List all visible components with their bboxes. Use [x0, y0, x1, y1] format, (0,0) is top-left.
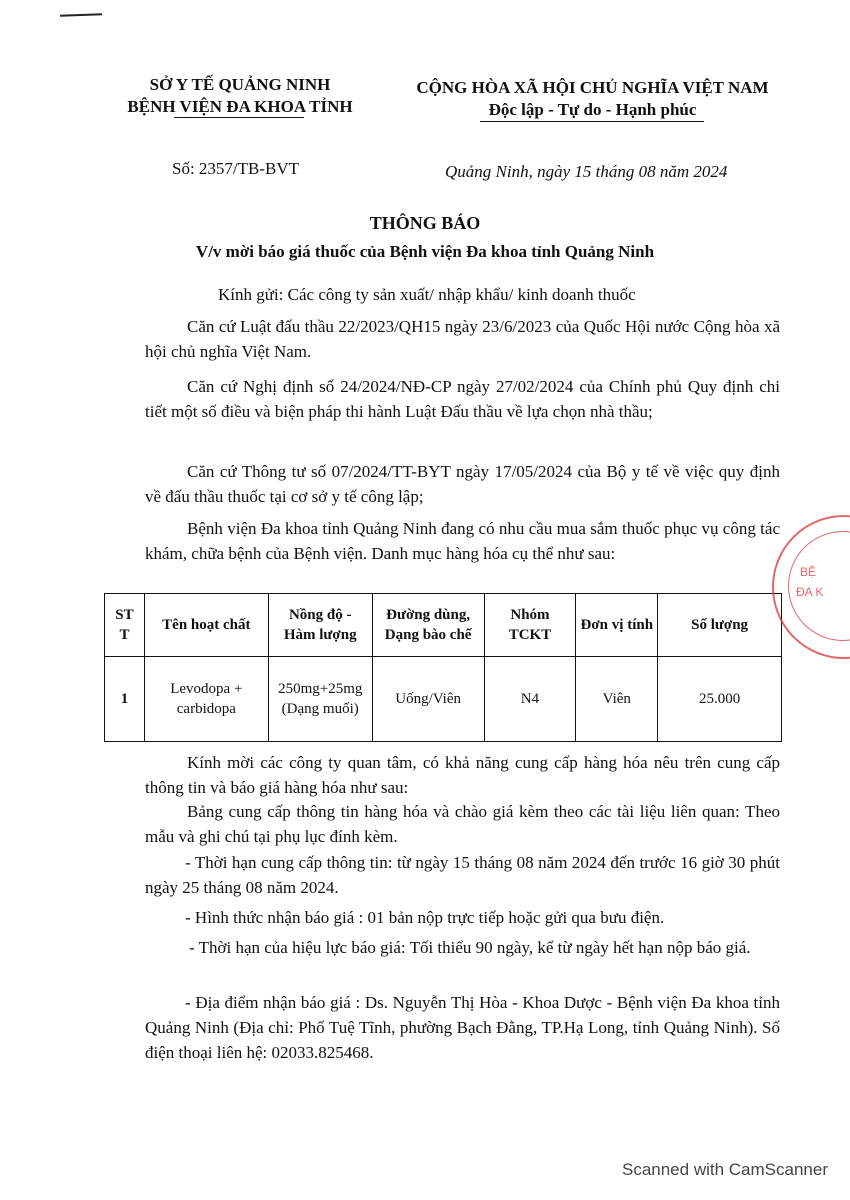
header-left	[100, 74, 380, 118]
paragraph-validity: - Thời hạn của hiệu lực báo giá: Tối thiểu 90 ngày, kể từ ngày hết hạn nộp báo giá.	[189, 938, 751, 957]
paragraph-method: - Hình thức nhận báo giá : 01 bản nộp trực tiếp hoặc gửi qua bưu điện.	[185, 908, 665, 927]
paragraph-decree: Căn cứ Nghị định số 24/2024/NĐ-CP ngày 27/02/2024 của Chính phủ Quy định chi tiết một số điều và biện pháp thi hành Luật Đấu thầu về lựa chọn nhà thầu;	[145, 377, 780, 421]
table-row	[105, 657, 782, 742]
cell-stt: 1	[105, 657, 145, 742]
document-title: THÔNG BÁO	[369, 213, 481, 233]
header-stt: ST T	[105, 594, 145, 657]
document-number: Số: 2357/TB-BVT	[172, 159, 300, 178]
seal-text-2: ĐA K	[796, 585, 824, 599]
cell-group: N4	[484, 657, 576, 742]
document-subtitle: V/v mời báo giá thuốc của Bệnh viện Đa khoa tỉnh Quảng Ninh	[195, 242, 655, 261]
document-date: Quảng Ninh, ngày 15 tháng 08 năm 2024	[445, 162, 728, 181]
ministry-name: SỞ Y TẾ QUẢNG NINH	[149, 75, 331, 94]
hospital-name: BỆNH VIỆN ĐA KHOA TỈNH	[127, 97, 353, 116]
paragraph-invitation: Kính mời các công ty quan tâm, có khả năng cung cấp hàng hóa nêu trên cung cấp thông tin và báo giá hàng hóa như sau:	[145, 753, 780, 797]
header-group: Nhóm TCKT	[484, 594, 576, 657]
scanner-watermark: Scanned with CamScanner	[621, 1160, 828, 1179]
header-route-form: Đường dùng, Dạng bào chế	[372, 594, 484, 657]
paragraph-form: Bảng cung cấp thông tin hàng hóa và chào giá kèm theo các tài liệu liên quan: Theo mẫu và ghi chú tại phụ lục đính kèm.	[145, 802, 780, 846]
paragraph-law: Căn cứ Luật đấu thầu 22/2023/QH15 ngày 23/6/2023 của Quốc Hội nước Cộng hòa xã hội chủ nghĩa Việt Nam.	[145, 317, 780, 361]
cell-quantity: 25.000	[658, 657, 782, 742]
header-left-underline	[174, 117, 304, 118]
paragraph-need: Bệnh viện Đa khoa tỉnh Quảng Ninh đang có nhu cầu mua sắm thuốc phục vụ công tác khám, chữa bệnh của Bệnh viện. Danh mục hàng hóa cụ thể như sau:	[145, 519, 780, 563]
motto-underline	[480, 121, 704, 122]
cell-ingredient: Levodopa + carbidopa	[144, 657, 268, 742]
pen-mark	[60, 13, 102, 16]
motto: Độc lập - Tự do - Hạnh phúc	[488, 100, 697, 119]
header-ingredient: Tên hoạt chất	[144, 594, 268, 657]
cell-concentration: 250mg+25mg (Dạng muối)	[268, 657, 372, 742]
cell-unit: Viên	[576, 657, 658, 742]
header-right	[395, 77, 790, 121]
header-concentration: Nồng độ - Hàm lượng	[268, 594, 372, 657]
paragraph-circular: Căn cứ Thông tư số 07/2024/TT-BYT ngày 17/05/2024 của Bộ y tế về việc quy định về đấu thầu thuốc tại cơ sở y tế công lập;	[145, 462, 780, 506]
paragraph-deadline: - Thời hạn cung cấp thông tin: từ ngày 15 tháng 08 năm 2024 đến trước 16 giờ 30 phút ngày 25 tháng 08 năm 2024.	[145, 853, 780, 897]
cell-route-form: Uống/Viên	[372, 657, 484, 742]
seal-text-1: BỆ	[800, 565, 817, 579]
table-header-row	[105, 594, 782, 657]
official-seal	[772, 515, 850, 659]
greeting: Kính gửi: Các công ty sản xuất/ nhập khẩu/ kinh doanh thuốc	[218, 285, 636, 304]
header-quantity: Số lượng	[658, 594, 782, 657]
paragraph-location: - Địa điểm nhận báo giá : Ds. Nguyễn Thị Hòa - Khoa Dược - Bệnh viện Đa khoa tỉnh Quảng Ninh (Địa chỉ: Phố Tuệ Tĩnh, phường Bạch Đằng, TP.Hạ Long, tỉnh Quảng Ninh). Số điện thoại liên hệ: 02033.825468.	[145, 993, 780, 1062]
country-name: CỘNG HÒA XÃ HỘI CHỦ NGHĨA VIỆT NAM	[416, 78, 769, 97]
header-unit: Đơn vị tính	[576, 594, 658, 657]
goods-table	[104, 593, 782, 742]
